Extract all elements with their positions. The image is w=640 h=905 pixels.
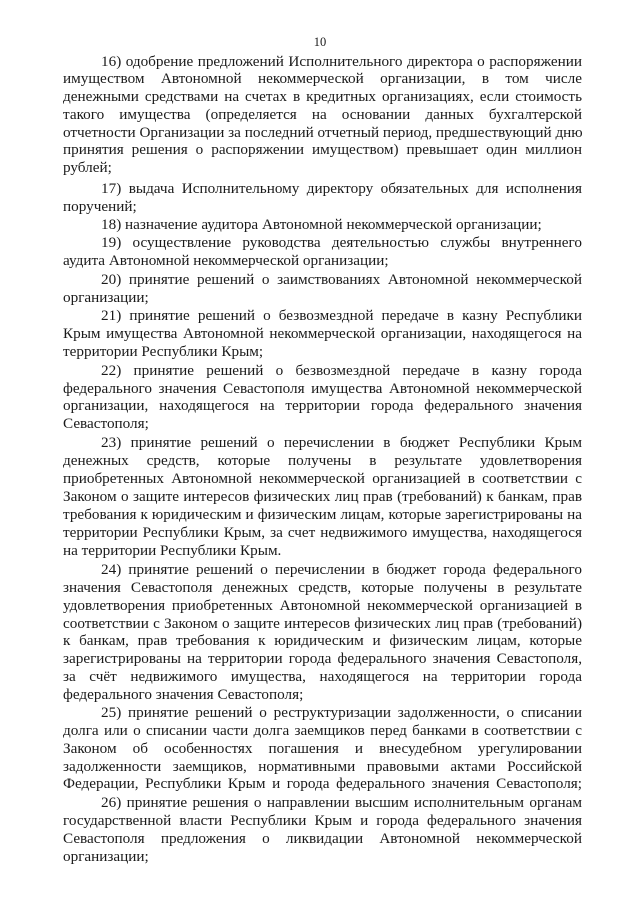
text-line: 26) принятие решения о направлении высшим исполнительным органам [101, 794, 582, 811]
text-line: Законом о защите интересов физических лиц прав (требований) к банкам, прав [63, 488, 582, 505]
text-line: Законом об особенностях погашения и внесудебном урегулировании [63, 740, 582, 757]
text-line: 25) принятие решений о реструктуризации задолженности, о списании [101, 704, 582, 721]
text-line: организации, находящегося на территории города федерального значения [63, 397, 582, 414]
text-line: Севастополя; [63, 415, 149, 432]
text-line: федерального значения Севастополя имущества Автономной некоммерческой [63, 380, 582, 397]
text-line: к банкам, прав требования к юридическим и физическим лицам, которые [63, 632, 582, 649]
text-line: 23) принятие решений о перечислении в бюджет Республики Крым [101, 434, 582, 451]
text-line: 22) принятие решений о безвозмездной передаче в казну города [101, 362, 582, 379]
text-line: Севастополя предложения о ликвидации Автономной некоммерческой [63, 830, 582, 847]
text-line: требования к юридическим и физическим лицам, которые зарегистрированы на [63, 506, 582, 523]
text-line: имуществом Автономной некоммерческой организации, в том числе [63, 70, 582, 87]
text-line: отчетности Организации за последний отчетный период, предшествующий дню [63, 124, 583, 141]
text-line: организации; [63, 848, 149, 865]
text-line: на территории Республики Крым. [63, 542, 282, 559]
text-line: 19) осуществление руководства деятельностью службы внутреннего [101, 234, 582, 251]
text-line: государственной власти Республики Крым и города федерального значения [63, 812, 582, 829]
text-line: долга или о списании части долга заемщиков перед банками в соответствии с [63, 722, 582, 739]
text-line: денежными средствами на счетах в кредитных организациях, если стоимость [63, 88, 582, 105]
text-line: аудита Автономной некоммерческой организации; [63, 252, 389, 269]
text-line: за счёт недвижимого имущества, находящегося на территории города [63, 668, 582, 685]
text-line: удовлетворения приобретенных Автономной некоммерческой организацией в [63, 597, 582, 614]
page-number: 10 [313, 35, 327, 49]
text-line: 18) назначение аудитора Автономной некоммерческой организации; [101, 216, 542, 233]
text-line: организации; [63, 289, 149, 306]
text-line: значения Севастополя денежных средств, которые получены в результате [63, 579, 582, 596]
text-line: задолженности заемщиков, нормативными правовыми актами Российской [63, 758, 582, 775]
text-line: соответствии с Законом о защите интересов физических лиц прав (требований) [63, 615, 582, 632]
text-line: территории Республики Крым, за счет недвижимого имущества, находящегося [63, 524, 582, 541]
text-line: 20) принятие решений о заимствованиях Автономной некоммерческой [101, 271, 582, 288]
text-line: федерального значения Севастополя; [63, 686, 304, 703]
text-line: денежных средств, которые получены в результате удовлетворения [63, 452, 582, 469]
text-line: зарегистрированы на территории города федерального значения Севастополя, [63, 650, 582, 667]
text-line: территории Республики Крым; [63, 343, 264, 360]
text-line: поручений; [63, 198, 137, 215]
text-line: Крым имущества Автономной некоммерческой организации, находящегося на [63, 325, 582, 342]
text-line: принятия решения о распоряжении имуществом) превышает один миллион [63, 141, 582, 158]
text-line: такого имущества (определяется на основании данных бухгалтерской [63, 106, 582, 123]
text-line: 21) принятие решений о безвозмездной передаче в казну Республики [101, 307, 582, 324]
text-line: 16) одобрение предложений Исполнительного директора о распоряжении [101, 53, 582, 70]
text-line: 17) выдача Исполнительному директору обязательных для исполнения [101, 180, 582, 197]
text-line: рублей; [63, 159, 112, 176]
text-line: 24) принятие решений о перечислении в бюджет города федерального [101, 561, 582, 578]
text-line: Федерации, Республики Крым и города федерального значения Севастополя; [63, 775, 582, 792]
text-line: приобретенных Автономной некоммерческой организацией в соответствии с [63, 470, 582, 487]
